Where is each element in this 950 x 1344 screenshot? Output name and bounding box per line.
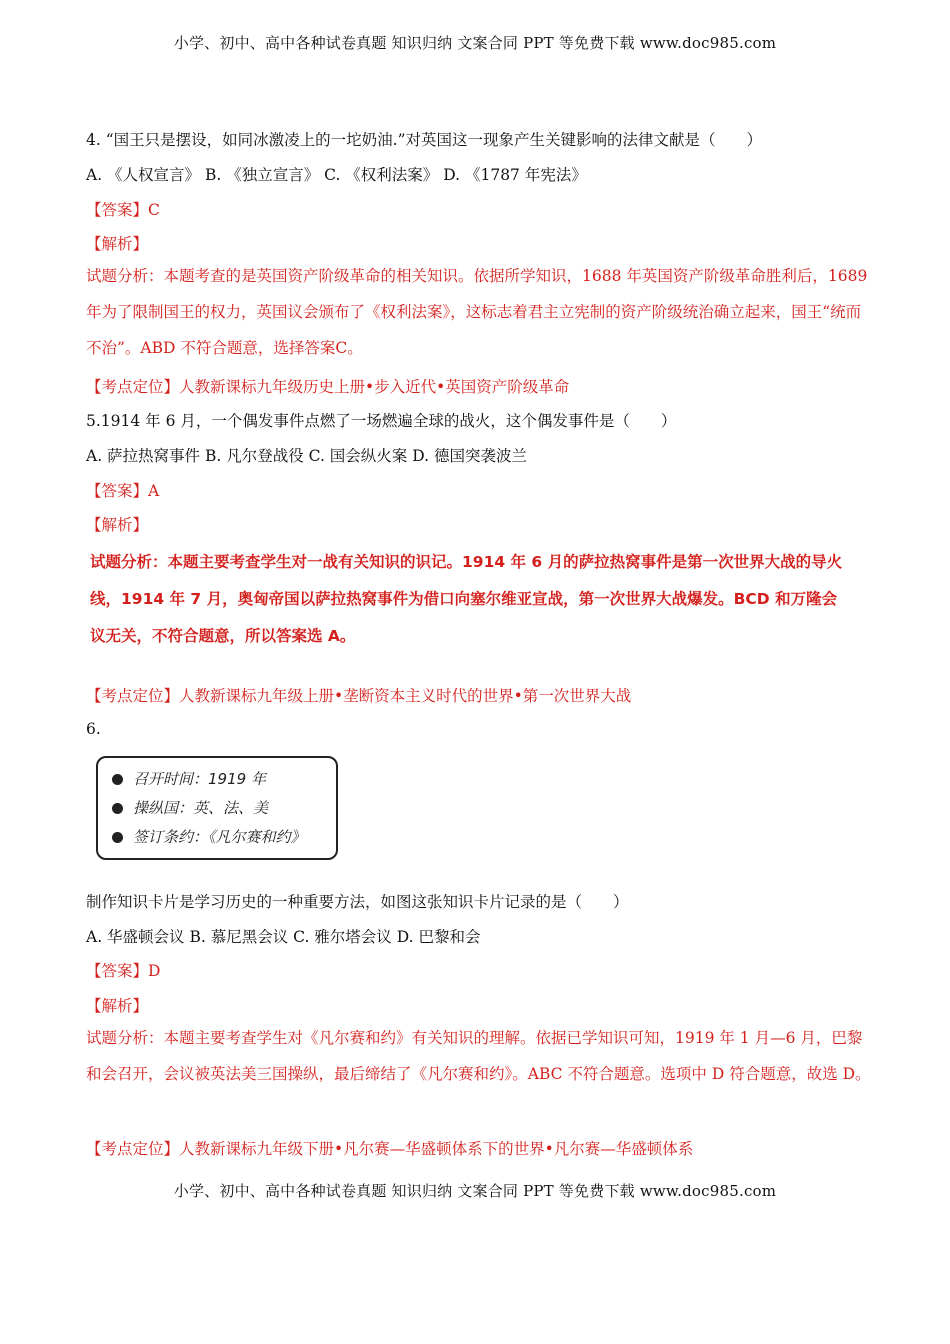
answer-label: 【答案】 (86, 962, 149, 980)
q6-options: A. 华盛顿会议 B. 慕尼黑会议 C. 雅尔塔会议 D. 巴黎和会 (86, 928, 481, 946)
card-row-text: 召开时间：1919 年 (133, 770, 266, 788)
knowledge-card (96, 756, 338, 860)
q4-options: A. 《人权宣言》 B. 《独立宣言》 C. 《权利法案》 D. 《1787 年宪法》 (86, 166, 587, 184)
q5-analysis-label: 【解析】 (86, 516, 149, 534)
bullet-icon (112, 803, 123, 814)
answer-value: D (148, 962, 161, 980)
q4-analysis: 试题分析：本题考查的是英国资产阶级革命的相关知识。依据所学知识，1688 年英国资产阶级革命胜利后，1689 年为了限制国王的权力，英国议会颁布了《权利法案》，这标志着君主立宪制的资产阶级统治确立起来，国王“统而不治”。ABD 不符合题意，选择答案C。 (86, 267, 868, 357)
q4-answer (86, 198, 160, 220)
answer-value: C (148, 201, 160, 219)
q5-options: A. 萨拉热窝事件 B. 凡尔登战役 C. 国会纵火案 D. 德国突袭波兰 (86, 447, 527, 465)
page-footer: 小学、初中、高中各种试卷真题 知识归纳 文案合同 PPT 等免费下载 www.doc985.com (173, 1182, 777, 1200)
q6-analysis: 试题分析：本题主要考查学生对《凡尔赛和约》有关知识的理解。依据已学知识可知，1919 年 1 月—6 月，巴黎和会召开，会议被英法美三国操纵，最后缔结了《凡尔赛和约》。ABC 不符合题意。选项中 D 符合题意，故选 D。 (86, 1029, 871, 1083)
q6-number: 6. (86, 720, 101, 738)
q5-location: 【考点定位】人教新课标九年级上册•垄断资本主义时代的世界•第一次世界大战 (86, 687, 632, 705)
answer-label: 【答案】 (86, 201, 149, 219)
q5-answer (86, 479, 159, 501)
card-row (112, 826, 306, 847)
q4-question: 4. “国王只是摆设，如同冰激凌上的一坨奶油.”对英国这一现象产生关键影响的法律文献是（ ） (86, 131, 762, 149)
q6-question: 制作知识卡片是学习历史的一种重要方法，如图这张知识卡片记录的是（ ） (86, 893, 629, 911)
bullet-icon (112, 774, 123, 785)
bullet-icon (112, 832, 123, 843)
page-header: 小学、初中、高中各种试卷真题 知识归纳 文案合同 PPT 等免费下载 www.doc985.com (173, 34, 777, 52)
q6-analysis-label: 【解析】 (86, 997, 149, 1015)
card-row-text: 签订条约：《凡尔赛和约》 (133, 828, 306, 846)
card-row (112, 797, 268, 818)
q5-question: 5.1914 年 6 月，一个偶发事件点燃了一场燃遍全球的战火，这个偶发事件是（ ） (86, 412, 677, 430)
q5-analysis: 试题分析：本题主要考查学生对一战有关知识的识记。1914 年 6 月的萨拉热窝事件是第一次世界大战的导火线，1914 年 7 月，奥匈帝国以萨拉热窝事件为借口向塞尔维亚宣战，第一次世界大战爆发。BCD 和万隆会议无关，不符合题意，所以答案选 A。 (90, 553, 843, 645)
q4-location: 【考点定位】人教新课标九年级历史上册•步入近代•英国资产阶级革命 (86, 378, 570, 396)
answer-value: A (148, 482, 160, 500)
card-row-text: 操纵国：英、法、美 (133, 799, 269, 817)
card-row (112, 768, 266, 789)
q6-answer (86, 959, 160, 981)
q4-analysis-label: 【解析】 (86, 235, 149, 253)
answer-label: 【答案】 (86, 482, 149, 500)
q6-location: 【考点定位】人教新课标九年级下册•凡尔赛—华盛顿体系下的世界•凡尔赛—华盛顿体系 (86, 1140, 694, 1158)
